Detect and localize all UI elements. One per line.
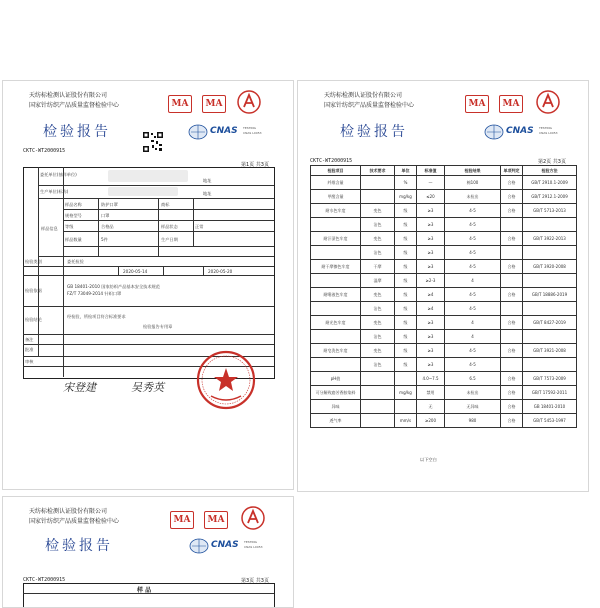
sample-section-title: 样 品 (137, 587, 152, 594)
table-row (311, 330, 577, 344)
label-client-unit: 委托单位(抽样单位) (40, 172, 77, 177)
table-cell: 湿摩 (361, 274, 395, 288)
table-row (311, 260, 577, 274)
cnas-logo: CNAS (506, 126, 534, 136)
document-title: 检验报告 (45, 538, 113, 554)
org-name-line1: 天纺标检测认证股份有限公司 (324, 92, 403, 99)
table-cell: 沾色 (361, 358, 395, 372)
label-test-conclusion: 检验结论 (25, 317, 42, 322)
table-cell: 4-5 (445, 344, 501, 358)
table-cell: 禁用 (417, 386, 445, 400)
cnas-sub-1: TESTING (539, 126, 552, 130)
table-cell: 级 (395, 358, 417, 372)
table-cell: ≥3 (417, 204, 445, 218)
table-cell: 级 (395, 288, 417, 302)
table-cell: GB/T 3920-2008 (523, 260, 577, 274)
table-row (311, 288, 577, 302)
table-cell: 4 (445, 274, 501, 288)
org-name-line2: 国家针纺织产品质量监督检验中心 (29, 102, 120, 109)
table-cell (395, 372, 417, 386)
cnas-sub-1: TESTING (243, 126, 256, 130)
value-finish-date: 2020-05-20 (208, 269, 233, 274)
org-name-line1: 天纺标检测认证股份有限公司 (29, 508, 108, 515)
table-cell (311, 246, 361, 260)
table-cell (395, 400, 417, 414)
table-cell: 4-5 (445, 218, 501, 232)
value-test-category: 委托检验 (67, 259, 84, 264)
redacted-producer (108, 187, 178, 196)
ma-seal-icon-2: MA (204, 511, 228, 529)
table-cell: ≥3 (417, 330, 445, 344)
table-row (311, 218, 577, 232)
table-cell: 级 (395, 218, 417, 232)
table-cell (501, 246, 523, 260)
table-cell (523, 358, 577, 372)
table-cell: ≥2-3 (417, 274, 445, 288)
cal-seal-icon (236, 89, 262, 115)
report-page-2[interactable] (297, 80, 589, 492)
table-cell (361, 400, 395, 414)
table-cell: 无异味 (445, 400, 501, 414)
table-cell: 纤维含量 (311, 176, 361, 190)
table-cell: 合格 (501, 386, 523, 400)
table-cell (311, 302, 361, 316)
table-cell: ≥3 (417, 260, 445, 274)
table-cell: 980 (445, 414, 501, 428)
ma-seal-icon: MA (168, 95, 192, 113)
table-cell: 变色 (361, 288, 395, 302)
table-row (311, 414, 577, 428)
table-cell: % (395, 176, 417, 190)
table-cell: 合格 (501, 400, 523, 414)
table-cell: 4 (445, 316, 501, 330)
redacted-client (108, 170, 188, 182)
table-cell (523, 330, 577, 344)
table-cell: 沾色 (361, 330, 395, 344)
value-model: 口罩 (101, 213, 110, 218)
ilac-mra-icon (189, 537, 209, 555)
table-cell: 级 (395, 344, 417, 358)
table-cell: 4-5 (445, 302, 501, 316)
table-end-note: 以下空白 (420, 457, 437, 462)
table-cell: 4 (445, 330, 501, 344)
table-cell (311, 218, 361, 232)
cnas-logo: CNAS (210, 126, 238, 136)
table-cell: 耐唾液色牢度 (311, 288, 361, 302)
table-cell: 4-5 (445, 246, 501, 260)
value-test-conclusion: 经检验，所检项目符合标准要求 (67, 314, 126, 319)
table-cell (311, 274, 361, 288)
table-cell: 耐皂洗色牢度 (311, 344, 361, 358)
table-header-cell: 检验方法 (523, 166, 577, 176)
table-cell: 级 (395, 260, 417, 274)
report-page-3[interactable] (2, 496, 294, 608)
label-producer: 生产单位(标称) (40, 189, 69, 194)
table-cell: ≥3 (417, 246, 445, 260)
table-cell: 级 (395, 246, 417, 260)
table-cell: 4.0~7.5 (417, 372, 445, 386)
table-cell: GB/T 2912.1-2009 (523, 190, 577, 204)
table-row (311, 246, 577, 260)
label-sample-info: 样品信息 (41, 226, 58, 231)
table-cell: GB/T 8427-2019 (523, 316, 577, 330)
table-header-cell: 检验结果 (445, 166, 501, 176)
ma-seal-icon-2: MA (202, 95, 226, 113)
table-cell: 沾色 (361, 246, 395, 260)
table-header-row (311, 166, 577, 176)
table-cell: 无 (417, 400, 445, 414)
table-cell (501, 330, 523, 344)
table-cell: 耐干摩擦色牢度 (311, 260, 361, 274)
table-cell: ≥3 (417, 218, 445, 232)
table-cell: 6.5 (445, 372, 501, 386)
table-cell: 合格 (501, 414, 523, 428)
official-red-seal (195, 349, 257, 411)
table-header-cell: 技术要求 (361, 166, 395, 176)
table-cell (361, 386, 395, 400)
ilac-mra-icon (484, 123, 504, 141)
table-cell (523, 274, 577, 288)
table-cell: 干摩 (361, 260, 395, 274)
value-test-basis-2: FZ/T 73049-2014 针织口罩 (67, 291, 122, 296)
report-number: CKTC-WT2000915 (310, 158, 353, 164)
table-cell: 4-5 (445, 288, 501, 302)
table-cell: ≤20 (417, 190, 445, 204)
table-cell (501, 274, 523, 288)
table-cell (523, 218, 577, 232)
table-cell: 合格 (501, 190, 523, 204)
table-cell (311, 330, 361, 344)
document-title: 检验报告 (43, 124, 111, 140)
table-cell: 合格 (501, 372, 523, 386)
table-cell: 合格 (501, 260, 523, 274)
table-cell: GB/T 2910.1-2009 (523, 176, 577, 190)
value-test-basis-1: GB 18401-2010 国家纺织产品基本安全技术规范 (67, 284, 160, 289)
label-grade: 等级 (65, 224, 74, 229)
cnas-sub-2: CNAS L0053 (539, 131, 558, 135)
table-cell: 合格 (501, 204, 523, 218)
table-cell (523, 302, 577, 316)
cal-seal-icon (240, 505, 266, 531)
table-cell: ≥200 (417, 414, 445, 428)
table-row (311, 274, 577, 288)
label-test-category: 检验类别 (25, 259, 42, 264)
table-cell: GB/T 7573-2009 (523, 372, 577, 386)
ma-seal-icon: MA (170, 511, 194, 529)
table-header-cell: 检验项目 (311, 166, 361, 176)
report-page-1[interactable] (2, 80, 294, 490)
value-status: 正常 (195, 224, 204, 229)
table-header-cell: 单项判定 (501, 166, 523, 176)
table-cell: 合格 (501, 316, 523, 330)
cnas-sub-1: TESTING (244, 540, 257, 544)
org-name-line2: 国家针纺织产品质量监督检验中心 (29, 518, 120, 525)
table-cell: 异味 (311, 400, 361, 414)
table-cell: — (417, 176, 445, 190)
table-cell (361, 372, 395, 386)
table-cell: 级 (395, 330, 417, 344)
signature-inspector: 宋登建 (63, 381, 96, 394)
table-cell: GB/T 18886-2019 (523, 288, 577, 302)
table-cell: ≥3 (417, 344, 445, 358)
table-cell: 可分解致癌芳香胺染料 (311, 386, 361, 400)
org-name-line1: 天纺标检测认证股份有限公司 (29, 92, 108, 99)
table-row (311, 344, 577, 358)
org-name-line2: 国家针纺织产品质量监督检验中心 (324, 102, 415, 109)
table-cell: pH值 (311, 372, 361, 386)
table-cell: 4-5 (445, 260, 501, 274)
table-cell: 合格 (501, 176, 523, 190)
table-header-cell: 单位 (395, 166, 417, 176)
table-row (311, 302, 577, 316)
table-row (311, 372, 577, 386)
page-number: 第3页 共3页 (241, 578, 269, 584)
label-address: 地址 (203, 178, 212, 183)
table-cell: 级 (395, 316, 417, 330)
table-cell: mg/kg (395, 386, 417, 400)
table-cell (361, 414, 395, 428)
table-row (311, 316, 577, 330)
table-row (311, 232, 577, 246)
table-row (311, 176, 577, 190)
table-cell: 级 (395, 204, 417, 218)
conclusion-seal-caption: 检验报告专用章 (143, 324, 173, 329)
table-cell: 变色 (361, 344, 395, 358)
signature-reviewer: 吴秀英 (131, 381, 164, 394)
table-row (311, 190, 577, 204)
table-cell: 沾色 (361, 218, 395, 232)
label-production-date: 生产日期 (161, 237, 178, 242)
table-cell: ≥4 (417, 302, 445, 316)
table-cell: GB 18401-2010 (523, 400, 577, 414)
label-sample-name: 样品名称 (65, 202, 82, 207)
table-cell: 甲醛含量 (311, 190, 361, 204)
qr-code-icon (142, 131, 164, 153)
table-cell: 4-5 (445, 232, 501, 246)
table-cell: 耐光色牢度 (311, 316, 361, 330)
table-cell: GB/T 17592-2011 (523, 386, 577, 400)
label-test-basis: 检验依据 (25, 288, 42, 293)
cnas-sub-2: CNAS L0053 (243, 131, 262, 135)
table-cell: 棉100 (445, 176, 501, 190)
table-cell: ≥3 (417, 316, 445, 330)
report-number: CKTC-WT2000915 (23, 148, 66, 154)
cal-seal-icon (535, 89, 561, 115)
value-quantity: 5件 (101, 237, 108, 242)
cnas-logo: CNAS (211, 540, 239, 550)
table-cell: 合格 (501, 288, 523, 302)
table-cell: 沾色 (361, 302, 395, 316)
table-cell: 级 (395, 302, 417, 316)
table-cell: GB/T 5713-2013 (523, 204, 577, 218)
table-cell: mg/kg (395, 190, 417, 204)
table-cell: 合格 (501, 344, 523, 358)
label-status: 样品状态 (161, 224, 178, 229)
value-sample-name: 防护口罩 (101, 202, 118, 207)
table-cell: ≥3 (417, 232, 445, 246)
table-cell: 变色 (361, 316, 395, 330)
page-number: 第2页 共3页 (538, 159, 566, 165)
table-cell: 4-5 (445, 204, 501, 218)
label-mark: 商标 (161, 202, 170, 207)
document-title: 检验报告 (340, 124, 408, 140)
label-remark: 备注 (25, 337, 34, 342)
label-address-2: 地址 (203, 191, 212, 196)
table-cell (501, 218, 523, 232)
table-cell: 未检出 (445, 190, 501, 204)
label-reviewer: 审核 (25, 359, 34, 364)
table-cell: GB/T 3921-2008 (523, 344, 577, 358)
table-cell: ≥4 (417, 288, 445, 302)
table-row (311, 400, 577, 414)
table-cell: 变色 (361, 232, 395, 246)
cnas-sub-2: CNAS L0053 (244, 545, 263, 549)
table-cell: 4-5 (445, 358, 501, 372)
table-cell: 级 (395, 274, 417, 288)
table-cell (523, 246, 577, 260)
table-row (311, 204, 577, 218)
label-quantity: 样品数量 (65, 237, 82, 242)
table-cell: 合格 (501, 232, 523, 246)
report-number: CKTC-WT2000915 (23, 577, 66, 583)
table-cell: ≥3 (417, 358, 445, 372)
table-cell: 级 (395, 232, 417, 246)
test-results-table (310, 165, 577, 428)
table-cell (311, 358, 361, 372)
ilac-mra-icon (188, 123, 208, 141)
official-seal-text (3, 81, 4, 82)
table-cell: 未检出 (445, 386, 501, 400)
table-cell (361, 190, 395, 204)
table-row (311, 386, 577, 400)
table-cell (501, 358, 523, 372)
table-cell (501, 302, 523, 316)
table-cell: 变色 (361, 204, 395, 218)
ma-seal-icon-2: MA (499, 95, 523, 113)
table-row (311, 358, 577, 372)
label-approver: 批准 (25, 347, 34, 352)
value-grade: 合格品 (101, 224, 114, 229)
ma-seal-icon: MA (465, 95, 489, 113)
table-cell: 耐水色牢度 (311, 204, 361, 218)
table-cell: 耐汗渍色牢度 (311, 232, 361, 246)
label-model: 规格型号 (65, 213, 82, 218)
table-cell: mm/s (395, 414, 417, 428)
page-number: 第1页 共3页 (241, 162, 269, 168)
table-cell: 透气率 (311, 414, 361, 428)
value-sample-date: 2020-05-14 (123, 269, 148, 274)
table-header-cell: 标准值 (417, 166, 445, 176)
table-cell (361, 176, 395, 190)
table-cell: GB/T 3922-2013 (523, 232, 577, 246)
table-cell: GB/T 5453-1997 (523, 414, 577, 428)
